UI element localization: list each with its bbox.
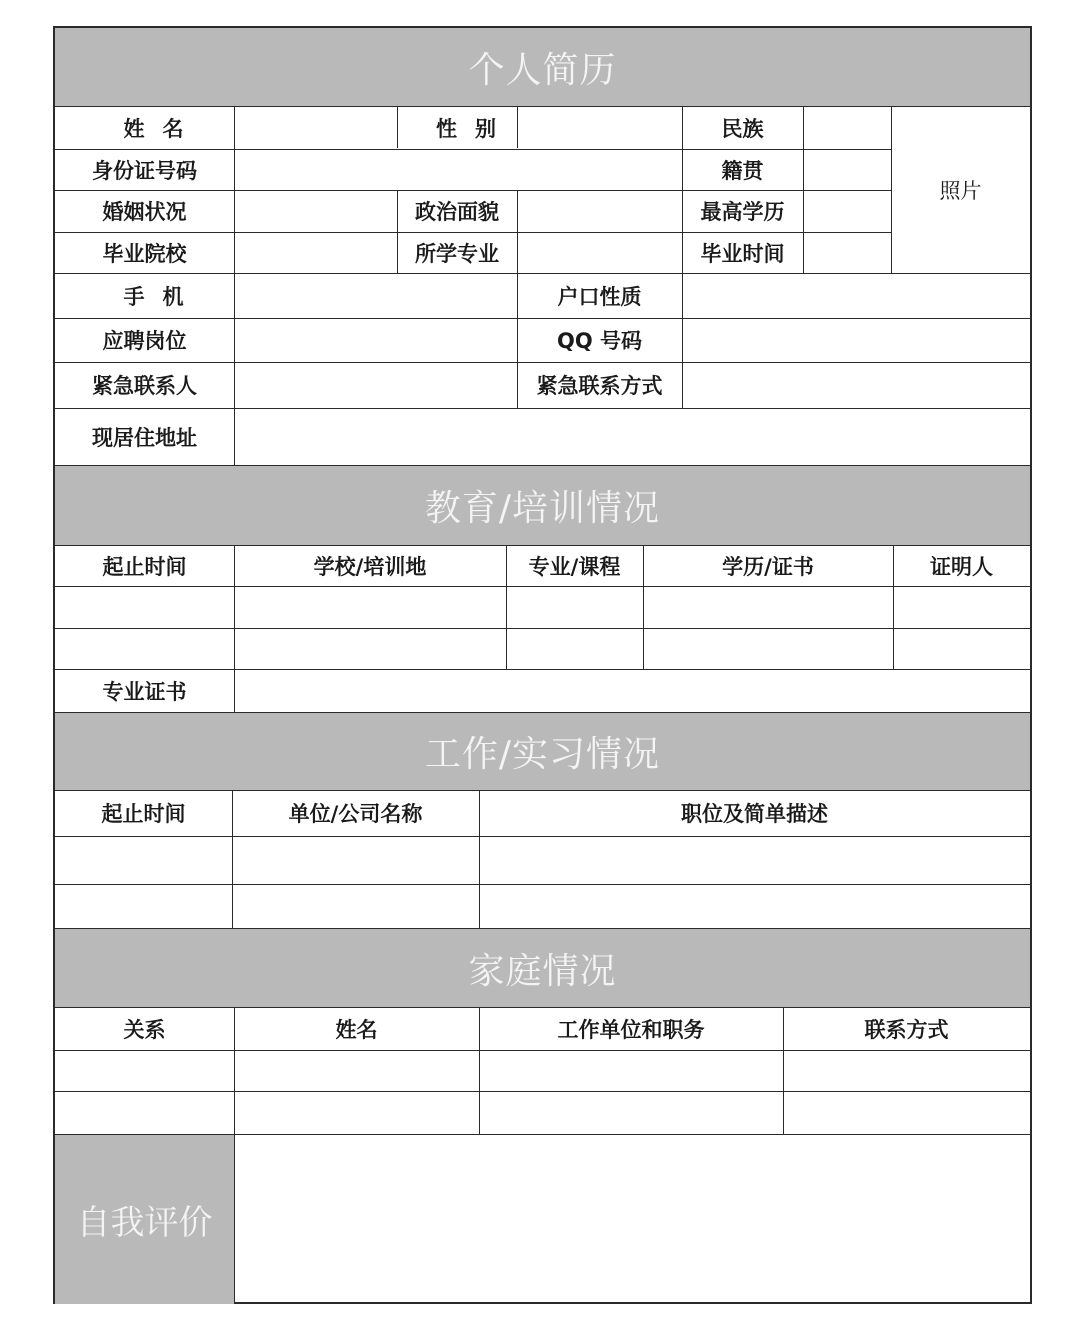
address-field[interactable] <box>235 409 1030 465</box>
label-major: 所学专业 <box>415 241 499 266</box>
edu-header-period: 起止时间 <box>102 554 187 579</box>
label-emergency-contact: 紧急联系人 <box>92 374 197 398</box>
label-political-status: 政治面貌 <box>415 200 499 224</box>
label-highest-education: 最高学历 <box>700 200 785 224</box>
qq-field[interactable] <box>683 319 1030 362</box>
section-title-personal: 个人简历 <box>468 49 617 91</box>
household-type-field[interactable] <box>683 274 1030 318</box>
education-row[interactable] <box>55 629 1030 669</box>
certificates-field[interactable] <box>235 670 1030 712</box>
section-title-self-eval: 自我评价 <box>76 1203 213 1243</box>
work-header-company: 单位/公司名称 <box>288 802 423 826</box>
political-status-field[interactable] <box>518 191 682 232</box>
highest-education-field[interactable] <box>804 191 891 232</box>
label-id-number: 身份证号码 <box>92 158 197 183</box>
ethnicity-field[interactable] <box>804 107 891 149</box>
label-address: 现居住地址 <box>92 425 197 450</box>
emergency-phone-field[interactable] <box>683 363 1030 408</box>
label-ethnicity: 民族 <box>721 116 764 141</box>
label-marital-status: 婚姻状况 <box>102 200 187 224</box>
family-header-employer: 工作单位和职务 <box>557 1017 705 1042</box>
label-name: 姓名 <box>123 116 202 141</box>
emergency-contact-field[interactable] <box>235 363 517 408</box>
work-header-description: 职位及简单描述 <box>681 802 828 826</box>
label-qq: QQ 号码 <box>556 329 642 353</box>
education-row[interactable] <box>55 587 1030 628</box>
section-title-work: 工作/实习情况 <box>424 734 661 775</box>
section-header-self-eval <box>55 1135 234 1304</box>
edu-header-witness: 证明人 <box>930 554 993 579</box>
position-applied-field[interactable] <box>235 319 517 362</box>
label-native-place: 籍贯 <box>721 158 764 183</box>
label-graduation-time: 毕业时间 <box>700 241 785 266</box>
family-header-relation: 关系 <box>123 1017 166 1042</box>
id-number-field[interactable] <box>235 150 682 190</box>
section-header-family <box>55 929 1030 1007</box>
marital-status-field[interactable] <box>235 191 397 232</box>
section-header-education <box>55 466 1030 545</box>
label-graduate-school: 毕业院校 <box>102 241 187 266</box>
name-field[interactable] <box>235 107 397 149</box>
native-place-field[interactable] <box>804 150 891 190</box>
work-row[interactable] <box>55 837 1030 884</box>
work-header-period: 起止时间 <box>101 802 186 826</box>
label-position-applied: 应聘岗位 <box>102 329 187 353</box>
edu-header-degree: 学历/证书 <box>722 554 814 579</box>
label-gender: 性别 <box>436 116 514 141</box>
family-row[interactable] <box>55 1051 1030 1091</box>
graduation-time-field[interactable] <box>804 233 891 273</box>
label-certificates: 专业证书 <box>102 679 187 704</box>
work-row[interactable] <box>55 885 1030 928</box>
major-field[interactable] <box>518 233 682 273</box>
family-header-contact: 联系方式 <box>864 1017 949 1042</box>
section-header-personal <box>55 28 1030 106</box>
self-eval-field[interactable] <box>235 1135 1030 1304</box>
label-mobile: 手机 <box>123 284 202 309</box>
graduate-school-field[interactable] <box>235 233 397 273</box>
mobile-field[interactable] <box>235 274 517 318</box>
section-title-education: 教育/培训情况 <box>424 488 661 529</box>
edu-header-major: 专业/课程 <box>528 554 621 579</box>
label-emergency-phone: 紧急联系方式 <box>536 374 663 398</box>
section-title-family: 家庭情况 <box>468 950 617 992</box>
family-row[interactable] <box>55 1092 1030 1134</box>
resume-form <box>53 26 1032 1304</box>
family-header-name: 姓名 <box>335 1017 378 1042</box>
gender-field[interactable] <box>518 107 682 149</box>
edu-header-school: 学校/培训地 <box>313 554 427 579</box>
section-header-work <box>55 713 1030 790</box>
photo-box[interactable]: 照片 <box>939 178 982 203</box>
label-household-type: 户口性质 <box>557 284 642 309</box>
